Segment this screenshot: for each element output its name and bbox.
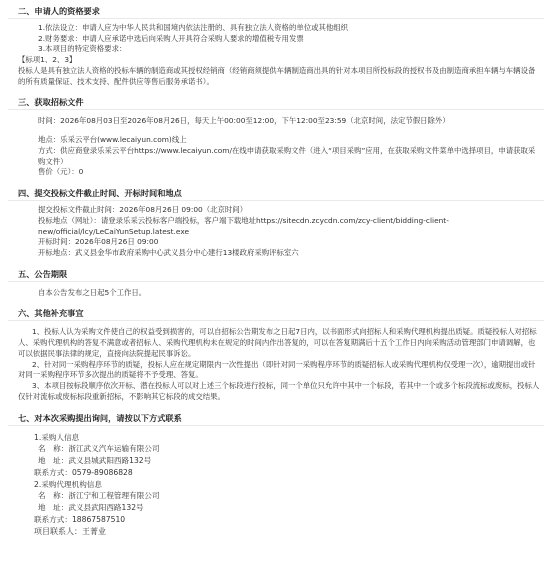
section-qualifications-title: 二、申请人的资格要求 <box>18 6 100 16</box>
notice-period-text: 自本公告发布之日起5个工作日。 <box>38 287 147 297</box>
submission-deadline: 提交投标文件截止时间：2026年08月26日 09:00（北京时间） <box>38 205 248 215</box>
qualification-specific-text: 投标人是具有独立法人资格的投标车辆的制造商或其授权经销商（经销商须提供车辆制造商出具的针对本项目所投标段的授权书及由制造商承担车辆与车辆设备的所有质量保证、技术支持、配件供应等售后服务承诺书）。 <box>18 65 536 86</box>
obtain-price: 售价（元）：0 <box>38 167 84 177</box>
section-supplementary-title: 六、其他补充事宜 <box>18 308 84 319</box>
agent-info-heading: 2.采购代理机构信息 <box>34 479 102 489</box>
agent-address: 地 址：武义县武阳西路132号 <box>38 503 144 513</box>
section-notice-period-title: 五、公告期限 <box>18 268 68 279</box>
buyer-name: 名 称：浙江武义汽车运输有限公司 <box>38 444 160 454</box>
project-contact-person: 项目联系人：王菁业 <box>34 526 106 536</box>
supplementary-paragraph-3: 3、本项目按标段顺序依次开标、潜在投标人可以对上述三个标段进行投标，同一个单位只允许中其中一个标段，若其中一个或多个标段流标或废标，投标人仅针对流标或废标标段重新招标，不影响其它标段的成交结果。 <box>18 381 540 401</box>
qualification-lot-label: 【标项1、2、3】 <box>18 55 77 65</box>
section-deadline-title: 四、提交投标文件截止时间、开标时间和地点 <box>18 188 182 199</box>
qualification-line-3: 3.本项目的特定资格要求： <box>38 44 127 54</box>
obtain-method: 方式：供应商登录乐采云平台https://www.lecaiyun.com/在线申请获取采购文件（进入“项目采购”应用，在获取采购文件菜单中选择项目，申请获取采购文件） <box>38 145 536 166</box>
buyer-info-heading: 1.采购人信息 <box>34 432 80 442</box>
submission-address: 投标地点（网址）：请登录乐采云投标客户端投标，客户端下载地址https://sitecdn.zcycdn.com/zcy-client/bidding-client-new/official/lcy/LeCaiYunSetup.latest.exe <box>38 215 449 236</box>
obtain-time: 时间：2026年08月03日至2026年08月26日，每天上午00:00至12:00，下午12:00至23:59（北京时间，法定节假日除外） <box>38 116 450 126</box>
qualification-line-1: 1.依法设立：申请人应为中华人民共和国境内依法注册的、具有独立法人资格的单位或其他组织 <box>38 23 349 32</box>
contact-block <box>4 432 544 539</box>
section-contact-title: 七、对本次采购提出询问，请按以下方式联系 <box>18 412 182 423</box>
supplementary-paragraph-1: 1、投标人认为采购文件使自己的权益受到损害的，可以自招标公告期发布之日起7日内，以书面形式向招标人和采购代理机构提出质疑。质疑投标人对招标人、采购代理机构的答复不满意或者招标人、采购代理机构未在规定的时间内作出答复的，可以在答复期满后十五个工作日内向采购活动管理部门申请调解，也可以依据民事法律的规定，直接向法院提起民事诉讼。 <box>18 327 537 358</box>
opening-time: 开标时间：2026年08月26日 09:00 <box>38 237 159 247</box>
buyer-phone: 联系方式：0579-89086828 <box>34 467 133 477</box>
qualification-line-2: 2.财务要求：申请人应承诺中选后向采购人开具符合采购人要求的增值税专用发票 <box>38 33 304 43</box>
opening-place: 开标地点：武义县金华市政府采购中心武义县分中心建行13楼政府采购评标室六 <box>38 248 299 258</box>
buyer-address: 地 址：武义县城武阳西路132号 <box>38 456 152 466</box>
obtain-place: 地点：乐采云平台(www.lecaiyun.com)线上 <box>38 135 187 145</box>
section-obtain-documents-title: 三、获取招标文件 <box>18 97 84 108</box>
agent-name: 名 称：浙江宁和工程管理有限公司 <box>38 491 160 501</box>
supplementary-paragraph-2: 2、针对同一采购程序环节的质疑，投标人应在规定期限内一次性提出（即针对同一采购程序环节的质疑招标人或采购代理机构仅受理一次），逾期提出或针对同一采购程序环节多次提出的质疑将不予受理、答复。 <box>18 359 536 380</box>
agent-phone: 联系方式：18867587510 <box>34 514 126 524</box>
